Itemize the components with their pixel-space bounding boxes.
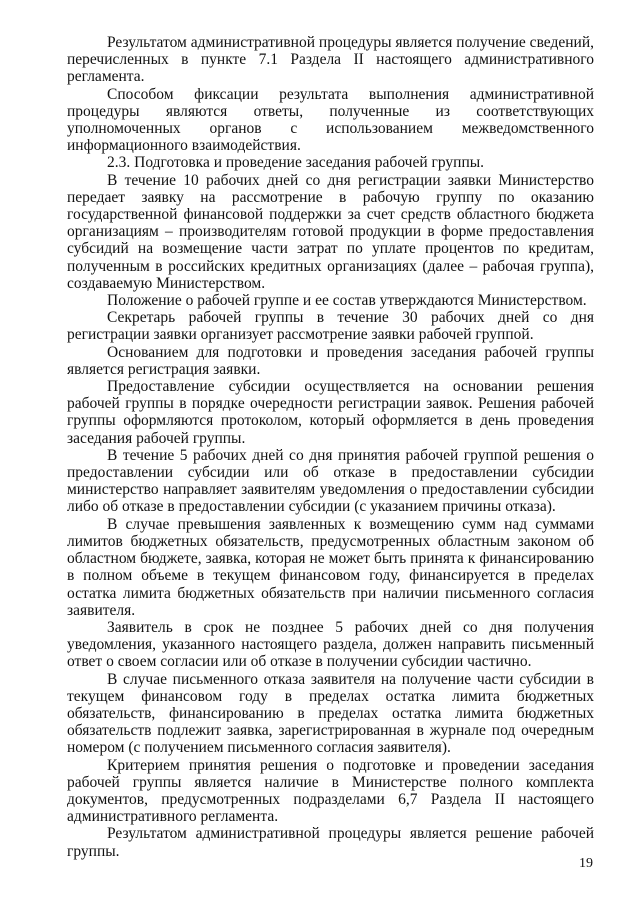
paragraph: Результатом административной процедуры является получение сведений, перечисленных в пункте 7.1 Раздела II настоящего административного регламента. xyxy=(67,34,594,86)
paragraph: В случае письменного отказа заявителя на получение части субсидии в текущем финансовом году в пределах остатка лимита бюджетных обязательств, финансированию в пределах остатка лимита бюджетных обязательств подлежит заявка, зарегистрированная в журнале под очередным номером (с получением письменного согласия заявителя). xyxy=(67,670,594,757)
paragraph: Результатом административной процедуры является решение рабочей группы. xyxy=(67,825,594,860)
paragraph: Критерием принятия решения о подготовке и проведении заседания рабочей группы является наличие в Министерстве полного комплекта документов, предусмотренных подразделами 6,7 Раздела II настоящего административного регламента. xyxy=(67,756,594,826)
paragraph: Способом фиксации результата выполнения административной процедуры являются ответы, полученные из соответствующих уполномоченных органов с использованием межведомственного информационного взаимодействия. xyxy=(67,85,594,155)
paragraph: Секретарь рабочей группы в течение 30 рабочих дней со дня регистрации заявки организует рассмотрение заявки рабочей группой. xyxy=(67,309,594,344)
paragraph: Заявитель в срок не позднее 5 рабочих дней со дня получения уведомления, указанного настоящего раздела, должен направить письменный ответ о своем согласии или об отказе в получении субсидии частично. xyxy=(67,618,594,671)
paragraph: В случае превышения заявленных к возмещению сумм над суммами лимитов бюджетных обязательств, предусмотренных областным законом об областном бюджете, заявка, которая не может быть принята к финансированию в полном объеме в текущем финансовом году, финансируется в пределах остатка лимита бюджетных обязательств при наличии письменного согласия заявителя. xyxy=(67,515,594,619)
paragraph: Положение о рабочей группе и ее состав утверждаются Министерством. xyxy=(107,292,587,310)
page-number: 19 xyxy=(579,856,593,871)
paragraph: Предоставление субсидии осуществляется на основании решения рабочей группы в порядке очередности регистрации заявок. Решения рабочей группы оформляются протоколом, который оформляется в день проведения заседания рабочей группы. xyxy=(67,378,594,447)
document-body xyxy=(67,34,594,860)
paragraph: Основанием для подготовки и проведения заседания рабочей группы является регистрация заявки. xyxy=(67,343,594,378)
paragraph: В течение 5 рабочих дней со дня принятия рабочей группой решения о предоставлении субсидии или об отказе в предоставлении субсидии министерство направляет заявителям уведомления о предоставлении субсидии либо об отказе в предоставлении субсидии (с указанием причины отказа). xyxy=(67,446,594,516)
paragraph: В течение 10 рабочих дней со дня регистрации заявки Министерство передает заявку на рассмотрение в рабочую группу по оказанию государственной финансовой поддержки за счет средств областного бюджета организациям – производителям готовой продукции в форме предоставления субсидий на возмещение части затрат по уплате процентов по кредитам, полученным в российских кредитных организациях (далее – рабочая группа), создаваемую Министерством. xyxy=(67,171,594,292)
section-heading: 2.3. Подготовка и проведение заседания рабочей группы. xyxy=(107,154,485,172)
